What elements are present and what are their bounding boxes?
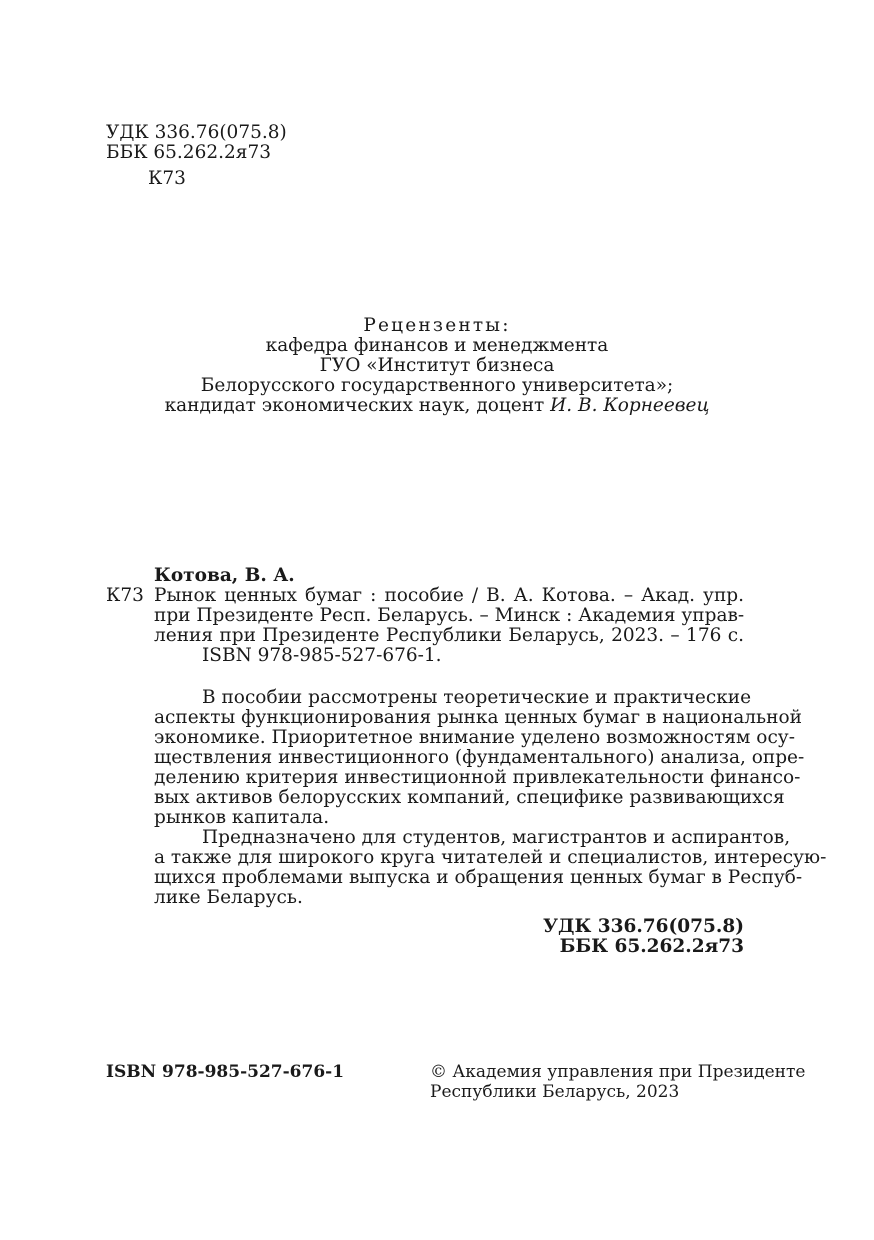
abstract-line: экономике. Приоритетное внимание уделено возможностям осу-: [154, 727, 795, 748]
abstract-line: делению критерия инвестиционной привлекательности финансо-: [154, 767, 801, 788]
bbk-code-bottom: ББК 65.262.2я73: [559, 936, 744, 957]
abstract-line: В пособии рассмотрены теоретические и практические: [202, 687, 752, 708]
abstract-line: ществления инвестиционного (фундаментального) анализа, опре-: [154, 747, 805, 768]
abstract-line: а также для широкого круга читателей и специалистов, интересую-: [154, 847, 827, 868]
abstract-line: щихся проблемами выпуска и обращения ценных бумаг в Респуб-: [154, 867, 803, 888]
author-mark: К73: [148, 168, 186, 189]
footer-isbn: ISBN 978-985-527-676-1: [106, 1062, 345, 1082]
reviewer-line: [106, 396, 768, 416]
bbk-code: ББК 65.262.2я73: [106, 142, 271, 163]
reviewer-line: Белорусского государственного университета»;: [200, 375, 674, 396]
reviewers-block: [106, 316, 768, 416]
reviewer-line: ГУО «Институт бизнеса: [319, 355, 555, 376]
abstract-line: рынков капитала.: [154, 807, 330, 828]
reviewer-title: кандидат экономических наук, доцент: [164, 395, 551, 416]
udk-code-bottom: УДК 336.76(075.8): [543, 916, 744, 937]
record-isbn: ISBN 978-985-527-676-1.: [202, 645, 442, 666]
reviewer-name: И. В. Корнеевец: [550, 395, 710, 416]
udk-code: УДК 336.76(075.8): [106, 122, 287, 143]
bibliographic-record: [154, 586, 744, 666]
record-line: при Президенте Респ. Беларусь. – Минск : Академия управ-: [154, 605, 745, 626]
abstract-line: Предназначено для студентов, магистрантов и аспирантов,: [202, 827, 791, 848]
author-name: Котова, В. А.: [154, 565, 295, 586]
record-line: Рынок ценных бумаг : пособие / В. А. Котова. – Акад. упр.: [154, 585, 744, 606]
record-author-mark: К73: [106, 585, 144, 606]
classification-top: [106, 123, 287, 189]
abstract-line: лике Беларусь.: [154, 887, 303, 908]
abstract: [154, 687, 827, 908]
reviewer-line: кафедра финансов и менеджмента: [265, 335, 609, 356]
copyright-line: Республики Беларусь, 2023: [430, 1082, 680, 1102]
classification-bottom: [154, 917, 744, 957]
copyright-notice: [430, 1062, 805, 1102]
record-line: ления при Президенте Республики Беларусь, 2023. – 176 с.: [154, 625, 744, 646]
abstract-line: аспекты функционирования рынка ценных бумаг в национальной: [154, 707, 802, 728]
reviewers-heading: Рецензенты:: [363, 315, 511, 336]
copyright-line: © Академия управления при Президенте: [430, 1062, 806, 1082]
abstract-line: вых активов белорусских компаний, специфике развивающихся: [154, 787, 785, 808]
